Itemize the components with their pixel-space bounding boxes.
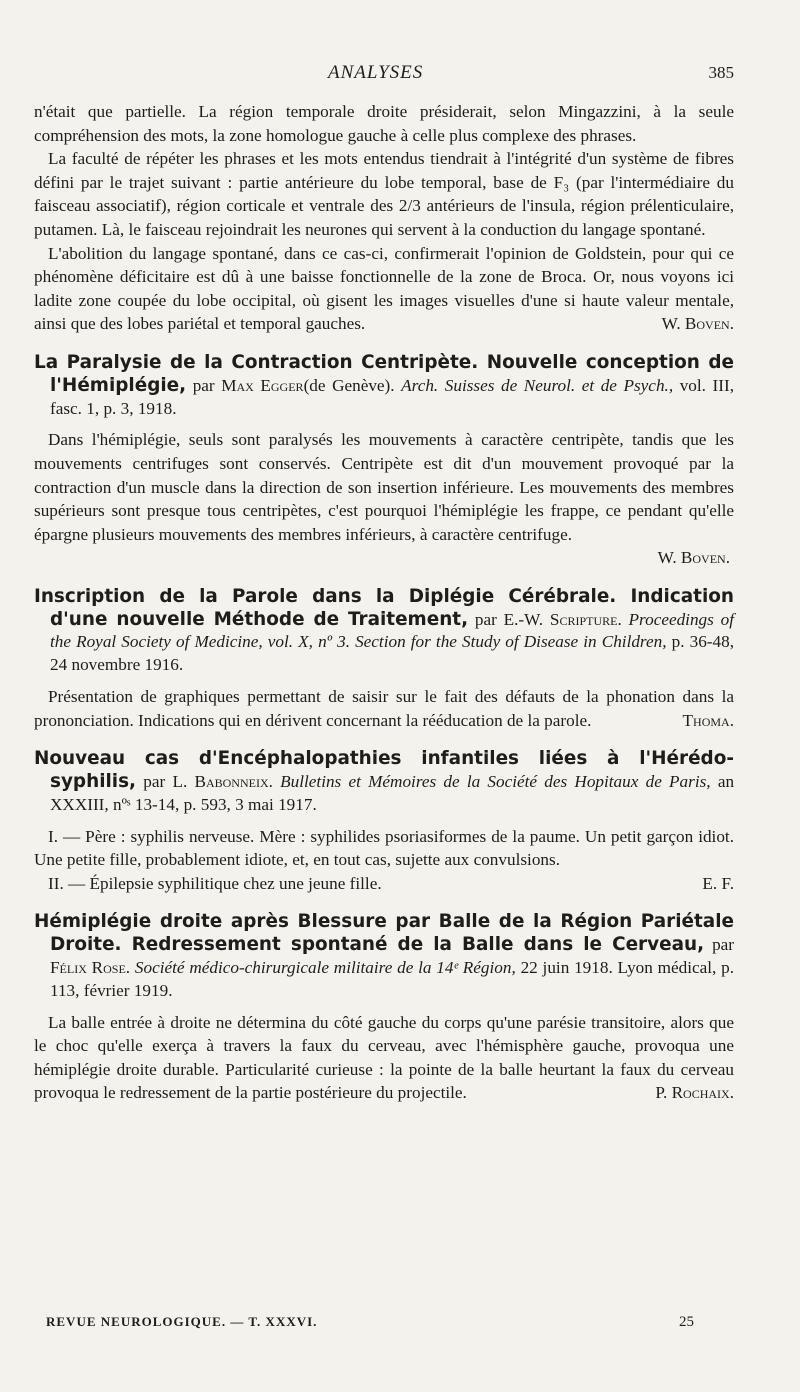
- entry-heading: [34, 352, 734, 420]
- analysis-entry: [34, 352, 734, 570]
- entry-source: Bulletins et Mémoires de la Société des Hopitaux de Paris,: [280, 772, 711, 792]
- entry-body: Présentation de graphiques permettant de saisir sur le fait des défauts de la phonation dans la prononciation. Indications qui en dérivent concernant la rééducation de la parole. Thoma.: [34, 685, 734, 732]
- footer-journal: REVUE NEUROLOGIQUE. — T. XXXVI.: [46, 1314, 318, 1329]
- entry-title: Inscription de la Parole dans la Diplégie Cérébrale. Indication d'une nouvelle Méthode de Traitement,: [34, 585, 734, 630]
- entry-title: Nouveau cas d'Encéphalopathies infantiles liées à l'Hérédo-syphilis,: [34, 748, 734, 793]
- entry-by: par: [192, 375, 215, 395]
- entry-details: p. 36-48, 24 novembre 1916.: [50, 632, 735, 675]
- entry-title: La Paralysie de la Contraction Centripète. Nouvelle conception de l'Hémiplégie,: [34, 351, 734, 396]
- analysis-entry: [34, 911, 734, 1105]
- footer-signature-mark: 25: [679, 1314, 694, 1330]
- entry-author: L. Babonneix.: [172, 772, 273, 792]
- entry-author-note: (de Genève).: [303, 375, 395, 395]
- page-header: [0, 58, 800, 88]
- entry-source: Société médico-chirurgicale militaire de la 14ᵉ Région,: [134, 958, 516, 978]
- intro-continuation: [34, 100, 734, 336]
- paragraph: L'abolition du langage spontané, dans ce cas-ci, confirmerait l'opinion de Goldstein, pour qui ce phénomène déficitaire est dû à une baisse fonctionnelle de la zone de Broca. Or, nous voyons ici ladite zone coupée du lobe occipital, où gisent les images visuelles d'une si haute valeur mentale, ainsi que des lobes pariétal et temporal gauches. W. Boven.: [34, 242, 734, 336]
- entry-details: vol. III, fasc. 1, p. 3, 1918.: [50, 375, 734, 418]
- entry-heading: [34, 586, 734, 677]
- signature: P. Rochaix.: [655, 1083, 734, 1103]
- entry-body: La balle entrée à droite ne détermina du côté gauche du corps qu'une parésie transitoire, alors que le choc qu'elle exerça à travers la faux du cerveau, avec l'hémisphère gauche, provoqua une hémiplégie droite durable. Particularité curieuse : la pointe de la balle heurtant la faux du cerveau provoqua le redressement de la partie postérieure du projectile. P. Rochaix.: [34, 1011, 734, 1105]
- signature: W. Boven.: [657, 548, 730, 568]
- paragraph: n'était que partielle. La région temporale droite présiderait, selon Mingazzini, à la seule compréhension des mots, la zone homologue gauche à celle plus complexe des phrases.: [34, 102, 734, 145]
- analysis-entry: [34, 748, 734, 895]
- page-content: [34, 100, 734, 1105]
- signature: W. Boven.: [661, 314, 734, 334]
- entry-details: an XXXIII, nºˢ 13-14, p. 593, 3 mai 1917.: [50, 772, 735, 814]
- entry-by: par: [474, 609, 497, 629]
- signature: Thoma.: [682, 710, 734, 730]
- entry-source: Proceedings of the Royal Society of Medicine, vol. X, nº 3. Section for the Study of Disease in Children,: [50, 609, 734, 652]
- entry-heading: [34, 911, 734, 1002]
- entry-body: II. — Épilepsie syphilitique chez une jeune fille. E. F.: [34, 872, 734, 896]
- entry-title: Hémiplégie droite après Blessure par Balle de la Région Pariétale Droite. Redressement spontané de la Balle dans le Cerveau,: [34, 911, 734, 956]
- entry-details: 22 juin 1918. Lyon médical, p. 113, février 1919.: [50, 958, 735, 1000]
- analysis-entry: [34, 586, 734, 732]
- entry-by: par: [712, 935, 735, 955]
- entry-by: par: [143, 772, 166, 792]
- signature: E. F.: [702, 873, 734, 893]
- entry-author: E.-W. Scripture.: [503, 609, 622, 629]
- paragraph: La faculté de répéter les phrases et les mots entendus tiendrait à l'intégrité d'un système de fibres défini par le trajet suivant : partie antérieure du lobe temporal, base de F₃ (par l'intermédiaire du faisceau associatif), région corticale et ventrale des 2/3 antérieurs de l'insula, région prélenticulaire, putamen. Là, le faisceau rejoindrait les neurones qui servent à la conduction du langage spontané.: [34, 149, 734, 239]
- page-footer: [46, 1314, 694, 1330]
- entry-body: Dans l'hémiplégie, seuls sont paralysés les mouvements à caractère centripète, tandis que les mouvements centrifuges sont conservés. Centripète est dit d'un mouvement provoqué par la contraction d'un muscle dans la direction de son insertion inférieure. Les mouvements des membres supérieurs sont presque tous centripètes, c'est pourquoi l'hémiplégie les frappe, ce pendant qu'elle épargne plusieurs mouvements des membres inférieurs, à caractère centrifuge.: [34, 430, 734, 544]
- entry-author: Max Egger: [221, 375, 304, 395]
- entry-heading: [34, 748, 734, 816]
- entry-body: I. — Père : syphilis nerveuse. Mère : syphilides psoriasiformes de la paume. Un petit garçon idiot. Une petite fille, probablement idiote, et, en tout cas, sujette aux convulsions.: [34, 826, 734, 870]
- entry-author: Félix Rose.: [50, 958, 131, 978]
- page-number: 385: [708, 63, 734, 82]
- entry-source: Arch. Suisses de Neurol. et de Psych.,: [401, 375, 674, 395]
- running-head: ANALYSES: [328, 62, 424, 83]
